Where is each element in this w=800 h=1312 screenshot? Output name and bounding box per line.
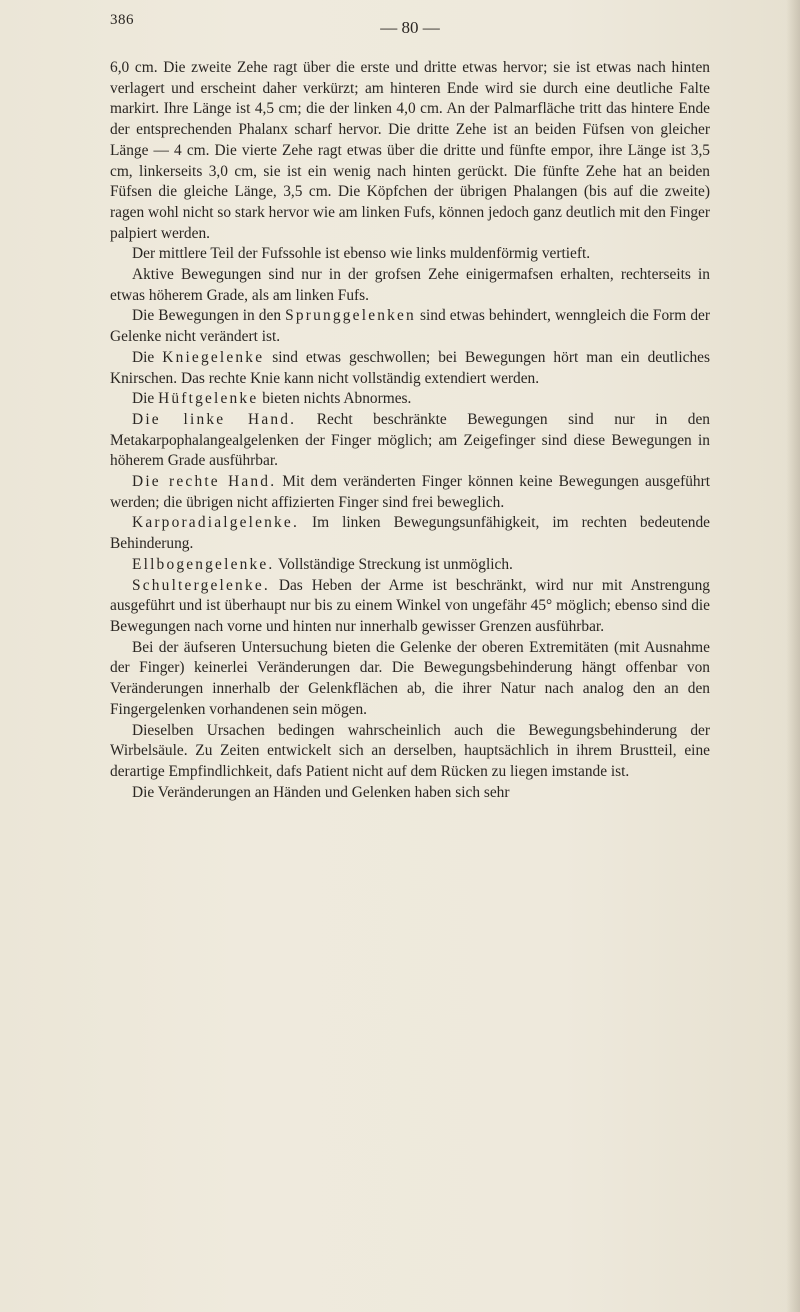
text-run: Im linken Bewegungsunfähigkeit, im rechten bedeutende Behinderung.: [110, 514, 710, 553]
text-run: sind etwas geschwollen; bei Bewegungen hört man ein deutliches Knirschen. Das rechte Knie kann nicht vollständig extendiert werden.: [110, 348, 710, 387]
paragraph: Aktive Bewegungen sind nur in der grofsen Zehe einigermafsen erhalten, rechterseits in etwas höherem Grade, als am linken Fufs.: [110, 266, 710, 304]
text-run: Die: [132, 390, 159, 408]
text-run: Vollständige Streckung ist unmöglich.: [274, 555, 513, 573]
paragraph: [110, 306, 710, 347]
page-number-left: 386: [110, 12, 134, 28]
page-header: [110, 12, 710, 36]
text-run: Die Bewegungen in den: [132, 307, 286, 325]
paragraph: 6,0 cm. Die zweite Zehe ragt über die erste und dritte etwas hervor; sie ist etwas nach hinten verlagert und erscheint daher verkürzt; am hinteren Ende wird sie durch eine deutliche Falte markirt. Ihre Länge ist 4,5 cm; die der linken 4,0 cm. An der Palmarfläche tritt das hintere Ende der entsprechenden Phalanx scharf hervor. Die dritte Zehe ist an beiden Füfsen von gleicher Länge — 4 cm. Die vierte Zehe ragt etwas über die dritte und fünfte empor, ihre Länge ist 3,5 cm, linkerseits 3,0 cm, sie ist ein wenig nach hinten gerückt. Die fünfte Zehe hat an beiden Füfsen die gleiche Länge, 3,5 cm. Die Köpfchen der übrigen Phalangen (bis auf die zweite) ragen wohl nicht so stark hervor wie am linken Fufs, können jedoch ganz deutlich mit den Finger palpiert werden.: [110, 59, 710, 242]
paragraph: [110, 576, 710, 638]
paragraph: Die Veränderungen an Händen und Gelenken haben sich sehr: [132, 783, 510, 801]
paragraph: [110, 513, 710, 554]
paragraph: [110, 410, 710, 472]
paragraph: [110, 389, 710, 410]
spaced-term: Ellbogengelenke.: [132, 555, 275, 573]
paragraph: [110, 348, 710, 389]
spaced-term: Die rechte Hand.: [132, 473, 277, 491]
text-run: Recht beschränkte Bewegungen sind nur in den Metakarpophalangealgelenken der Finger möglich; am Zeigefinger sind diese Bewegungen in höherem Grade ausführbar.: [110, 410, 711, 470]
paragraph: [110, 472, 710, 513]
paragraph: Dieselben Ursachen bedingen wahrscheinlich auch die Bewegungsbehinderung der Wirbelsäule. Zu Zeiten entwickelt sich an derselben, hauptsächlich in ihrem Brustteil, eine derartige Empfindlichkeit, dafs Patient nicht auf dem Rücken zu liegen imstande ist.: [110, 721, 710, 780]
text-run: Das Heben der Arme ist beschränkt, wird nur mit Anstrengung ausgeführt und ist überhaupt nur bis zu einem Winkel von ungefähr 45° möglich; ebenso sind die Bewegungen nach vorne und hinten nur innerhalb gewisser Grenzen ausführbar.: [110, 576, 710, 635]
paragraph: Der mittlere Teil der Fufssohle ist ebenso wie links muldenförmig vertieft.: [132, 245, 591, 263]
page-edge-shadow: [786, 0, 800, 1312]
spaced-term: Sprunggelenken: [285, 307, 416, 325]
spaced-term: Hüftgelenke: [158, 390, 259, 408]
spaced-term: Schultergelenke.: [132, 576, 270, 594]
text-run: Mit dem veränderten Finger können keine Bewegungen ausgeführt werden; die übrigen nicht affizierten Finger sind frei beweglich.: [110, 473, 710, 511]
text-run: bieten nichts Abnormes.: [258, 390, 412, 408]
body-text: [110, 58, 710, 803]
spaced-term: Die linke Hand.: [132, 410, 297, 428]
text-run: Die: [132, 348, 163, 366]
spaced-term: Karporadialgelenke.: [132, 514, 299, 532]
page-number-center: — 80 —: [380, 18, 440, 37]
paragraph: [110, 555, 710, 576]
paragraph: Bei der äufseren Untersuchung bieten die Gelenke der oberen Extremitäten (mit Ausnahme der Finger) keinerlei Veränderungen dar. Die Bewegungsbehinderung hängt offenbar von Veränderungen innerhalb der Gelenkflächen ab, die ihrer Natur nach analog den an den Fingergelenken vorhandenen sein mögen.: [110, 638, 710, 718]
text-run: sind etwas behindert, wenngleich die Form der Gelenke nicht verändert ist.: [110, 307, 710, 346]
spaced-term: Kniegelenke: [162, 348, 265, 366]
